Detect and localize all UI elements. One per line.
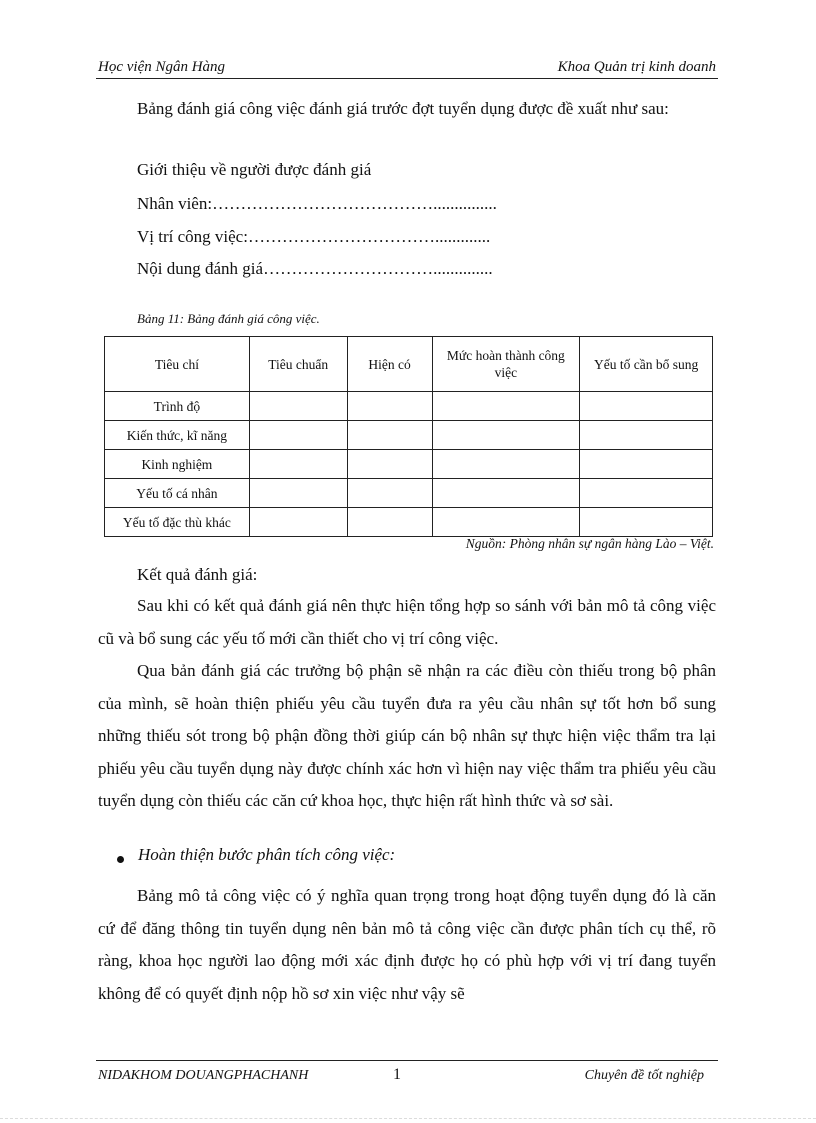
evaluation-table <box>104 336 713 537</box>
table-header-row <box>105 337 713 392</box>
table-cell <box>580 421 713 450</box>
table-row <box>105 508 713 537</box>
table-row <box>105 450 713 479</box>
table-cell <box>249 450 347 479</box>
header-faculty: Khoa Quản trị kinh doanh <box>557 59 716 75</box>
header-institution: Học viện Ngân Hàng <box>98 59 226 75</box>
table-row <box>105 421 713 450</box>
field-employee: Nhân viên:…………………………………............... <box>137 194 497 213</box>
footer-divider <box>96 1060 718 1061</box>
table-cell <box>580 392 713 421</box>
field-position: Vị trí công việc:……………………………............. <box>137 227 491 246</box>
form-title: Giới thiệu về người được đánh giá <box>137 160 372 179</box>
header-completion-level: Mức hoàn thành công việc <box>432 337 580 392</box>
table-row <box>105 392 713 421</box>
table-cell <box>347 479 432 508</box>
row-label: Kinh nghiệm <box>105 450 250 479</box>
page-edge-divider <box>0 1118 816 1119</box>
result-label: Kết quả đánh giá: <box>137 565 258 584</box>
bullet-heading: Hoàn thiện bước phân tích công việc: <box>138 845 396 864</box>
page-number: 1 <box>393 1066 401 1083</box>
table-cell <box>249 392 347 421</box>
header-current: Hiện có <box>347 337 432 392</box>
footer-author: NIDAKHOM DOUANGPHACHANH <box>98 1068 309 1083</box>
row-label: Kiến thức, kĩ năng <box>105 421 250 450</box>
table-cell <box>249 421 347 450</box>
table-cell <box>432 392 580 421</box>
intro-paragraph: Bảng đánh giá công việc đánh giá trước đợt tuyển dụng được đề xuất như sau: <box>137 99 669 118</box>
table-source: Nguồn: Phòng nhân sự ngân hàng Lào – Việt. <box>465 536 714 551</box>
table-cell <box>347 421 432 450</box>
header-criteria: Tiêu chí <box>105 337 250 392</box>
table-cell <box>432 421 580 450</box>
table-cell <box>347 450 432 479</box>
header-divider <box>96 78 718 79</box>
footer-title: Chuyên đề tốt nghiệp <box>584 1068 704 1083</box>
table-cell <box>347 392 432 421</box>
table-cell <box>432 479 580 508</box>
result-paragraph-2: Qua bản đánh giá các trưởng bộ phận sẽ nhận ra các điều còn thiếu trong bộ phân của mình, sẽ hoàn thiện phiếu yêu cầu tuyển đưa ra yêu cầu nhân sự tốt hơn bổ sung những thiếu sót trong bộ phận đồng thời giúp cán bộ nhân sự thực hiện việc thẩm tra lại phiếu yêu cầu tuyển dụng này được chính xác hơn vì hiện nay việc thẩm tra phiếu yêu cầu tuyển dụng còn thiếu các căn cứ khoa học, thực hiện rất hình thức và sơ sài. <box>98 661 716 810</box>
table-cell <box>432 450 580 479</box>
bullet-icon <box>117 856 124 863</box>
analysis-paragraph: Bảng mô tả công việc có ý nghĩa quan trọng trong hoạt động tuyển dụng đó là căn cứ để đăng thông tin tuyển dụng nên bản mô tả công việc cần được phân tích cụ thể, rõ ràng, khoa học người lao động mới xác định được họ có phù hợp với vị trí đang tuyển không để có quyết định nộp hồ sơ xin việc như vậy sẽ <box>98 886 716 1003</box>
table-cell <box>347 508 432 537</box>
table-row <box>105 479 713 508</box>
table-cell <box>432 508 580 537</box>
field-content: Nội dung đánh giá………………………….............. <box>137 259 493 278</box>
table-cell <box>249 479 347 508</box>
table-cell <box>580 450 713 479</box>
table-caption: Bảng 11: Bảng đánh giá công việc. <box>137 311 320 326</box>
header-supplement: Yếu tố cần bổ sung <box>580 337 713 392</box>
table-cell <box>249 508 347 537</box>
header-standard: Tiêu chuẩn <box>249 337 347 392</box>
table-cell <box>580 508 713 537</box>
result-paragraph-1: Sau khi có kết quả đánh giá nên thực hiện tổng hợp so sánh với bản mô tả công việc cũ và bổ sung các yếu tố mới cần thiết cho vị trí công việc. <box>98 596 716 648</box>
row-label: Trình độ <box>105 392 250 421</box>
row-label: Yếu tố cá nhân <box>105 479 250 508</box>
table-cell <box>580 479 713 508</box>
row-label: Yếu tố đặc thù khác <box>105 508 250 537</box>
